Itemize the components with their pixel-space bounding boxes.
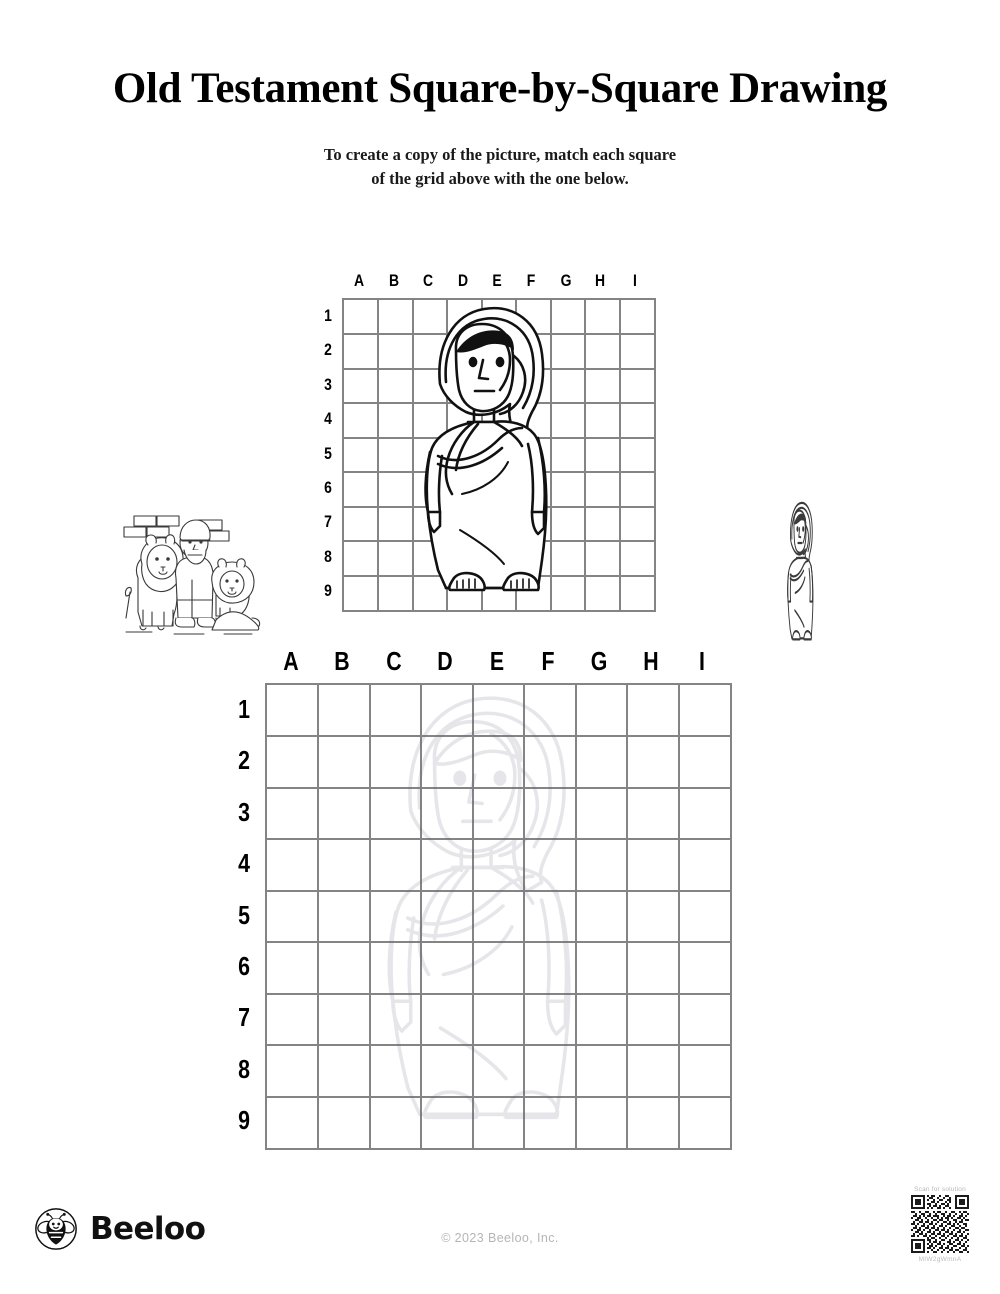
woman-figure-illustration bbox=[342, 298, 656, 612]
grid-row-label-1: 1 bbox=[324, 305, 332, 325]
grid-row-label-9: 9 bbox=[324, 581, 332, 601]
grid-row-label-7: 7 bbox=[324, 512, 332, 532]
grid-row-label-1: 1 bbox=[238, 693, 250, 724]
woman-figure-side-illustration bbox=[770, 498, 836, 650]
grid-column-label-b: B bbox=[388, 271, 399, 290]
grid-column-label-i: I bbox=[699, 646, 706, 676]
grid-row-label-3: 3 bbox=[238, 796, 250, 827]
grid-row-label-7: 7 bbox=[238, 1002, 250, 1033]
grid-column-label-e: E bbox=[492, 271, 502, 290]
grid-column-label-h: H bbox=[643, 646, 659, 676]
practice-grid[interactable] bbox=[238, 646, 735, 1152]
grid-column-label-e: E bbox=[489, 646, 504, 676]
reference-grid bbox=[324, 271, 658, 612]
grid-row-label-8: 8 bbox=[324, 546, 332, 566]
copyright-text: © 2023 Beeloo, Inc. bbox=[441, 1231, 559, 1245]
woman-figure-small-svg bbox=[770, 498, 836, 650]
grid-column-label-g: G bbox=[591, 646, 608, 676]
qr-caption: Scan for solution bbox=[914, 1186, 966, 1193]
grid-row-label-2: 2 bbox=[238, 745, 250, 776]
grid-row-label-9: 9 bbox=[238, 1105, 250, 1136]
grid-row-label-3: 3 bbox=[324, 374, 332, 394]
daniel-lions-den-illustration bbox=[112, 500, 272, 640]
grid-row-label-6: 6 bbox=[324, 477, 332, 497]
grid-column-label-d: D bbox=[437, 646, 453, 676]
grid-row-label-8: 8 bbox=[238, 1053, 250, 1084]
qr-solution-block[interactable] bbox=[908, 1186, 972, 1263]
grid-column-label-f: F bbox=[527, 271, 536, 290]
grid-row-label-5: 5 bbox=[324, 443, 332, 463]
beeloo-wordmark: Beeloo bbox=[90, 1211, 206, 1247]
subtitle-line-1: To create a copy of the picture, match each square bbox=[323, 145, 677, 164]
grid-column-label-a: A bbox=[283, 646, 299, 676]
grid-column-label-h: H bbox=[595, 271, 606, 290]
practice-grid-watermark bbox=[265, 683, 732, 1150]
page-title: Old Testament Square-by-Square Drawing bbox=[112, 65, 888, 112]
grid-column-label-d: D bbox=[457, 271, 468, 290]
grid-column-label-g: G bbox=[560, 271, 572, 290]
lions-den-svg bbox=[112, 500, 272, 640]
page-subtitle bbox=[0, 143, 1000, 191]
grid-row-label-6: 6 bbox=[238, 950, 250, 981]
reference-artwork bbox=[342, 298, 656, 612]
grid-row-label-4: 4 bbox=[324, 409, 332, 429]
qr-id-text: MIW2gWmnA bbox=[918, 1256, 962, 1263]
qr-code-icon[interactable] bbox=[911, 1195, 969, 1253]
grid-row-label-5: 5 bbox=[238, 899, 250, 930]
grid-column-label-b: B bbox=[334, 646, 350, 676]
grid-row-label-4: 4 bbox=[238, 848, 250, 879]
woman-figure-watermark bbox=[265, 683, 732, 1150]
grid-column-label-i: I bbox=[632, 271, 637, 290]
subtitle-line-2: of the grid above with the one below. bbox=[371, 168, 629, 188]
grid-column-label-c: C bbox=[385, 646, 402, 676]
grid-row-label-2: 2 bbox=[324, 340, 332, 360]
grid-column-label-f: F bbox=[541, 646, 555, 676]
grid-column-label-c: C bbox=[423, 271, 434, 290]
grid-column-label-a: A bbox=[354, 271, 365, 290]
